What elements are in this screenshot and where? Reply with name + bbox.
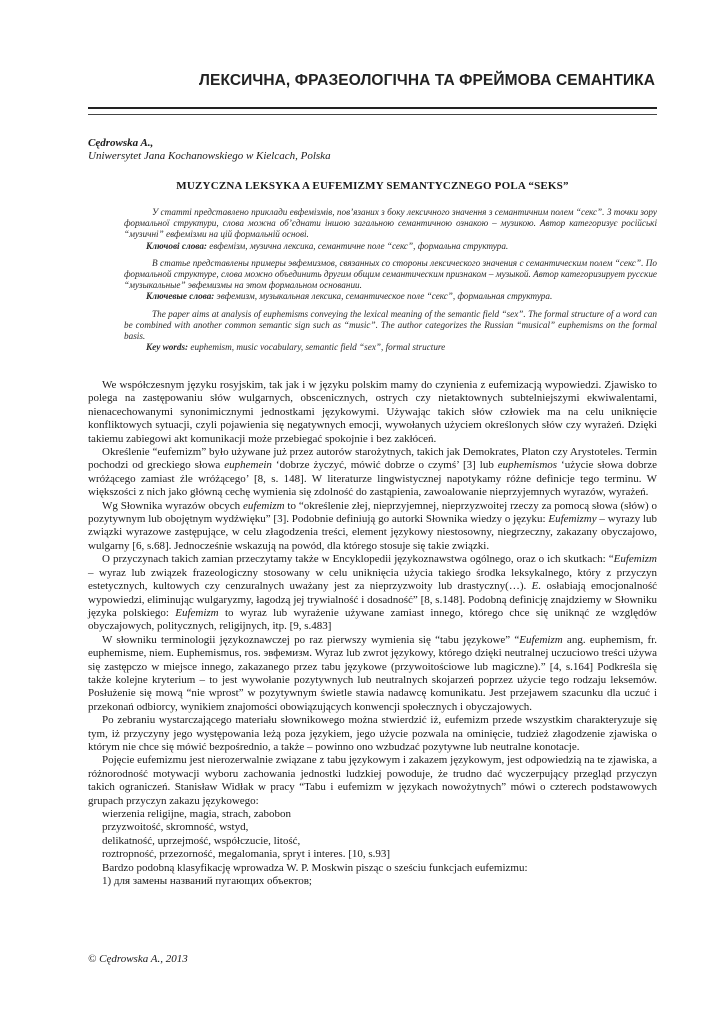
text-run: O przyczynach takich zamian przeczytamy także w Encyklopedii językoznawstwa ogólnego, oraz o ich skutkach: “ bbox=[102, 553, 614, 566]
italic-term: Eufemizm bbox=[613, 553, 657, 566]
paragraph bbox=[88, 446, 657, 500]
keywords-text-en: euphemism, music vocabulary, semantic field “sex”, formal structure bbox=[190, 342, 446, 353]
abstract-ua-text: У статті представлено приклади евфемізмів, пов’язаних з боку лексичного значення з семантичним полем “секс”. З точки зору формальної структури, слова можна об’єднати іншою загальною семантичною ознакою – музикою. Автор категоризує російські “музичні” евфемізми на цій формальній основі. bbox=[124, 207, 657, 240]
paragraph: Po zebraniu wystarczającego materiału słownikowego można stwierdzić iż, eufemizm przede wszystkim charakteryzuje się tym, iż przyczyny jego występowania leżą poza językiem, jego użycie pozwala na ominięcie, tudzież złagodzenie zjawiska o którym nie chce się mówić bezpośrednio, a także – powinno ono wzbudzać pozytywne lub neutralne konotacje. bbox=[88, 714, 657, 753]
abstract-ru-keywords bbox=[124, 291, 657, 302]
author-affiliation: Uniwersytet Jana Kochanowskiego w Kielcach, Polska bbox=[88, 150, 331, 162]
text-run: ang. euphemism, fr. euphemisme, niem. Euphemismus, ros. эвфемизм. Wyraz lub zwrot językowy, którego dzięki neutralnej uczuciowo treści używa się zastępczo w miejsce innego, zakazanego przez tabu językowe (przywoitościowe lub magiczne).” [4, s.164] Podkreśla się także kolejne kryterium – to jest wywołanie pozytywnych lub neutralnych skojarzeń poprzez użycie tego rodzaju leksemów. Posłużenie się mową “nie wprost” w pozytywnym świetle stawia nadawcę komunikatu. Jest przejawem szacunku dla uczuć i przekonań odbiorcy, wynikiem znajomości obowiązujących konwencji społecznych i obyczajowych. bbox=[88, 633, 657, 713]
italic-term: Eufemizm bbox=[175, 606, 219, 619]
body-text bbox=[88, 379, 657, 888]
author-name: Cędrowska A., bbox=[88, 137, 154, 149]
italic-term: Eufemizm bbox=[519, 633, 563, 646]
text-run: – wyraz lub związek frazeologiczny stosowany w celu uniknięcia użycia takiego środka leksykalnego, który z przyczyn estetycznych, kultowych czy cenzuralnych uważany jest za nieprzyzwoity lub drastyczny(…). bbox=[88, 566, 657, 593]
paragraph: We współczesnym języku rosyjskim, tak jak i w języku polskim mamy do czynienia z eufemizacją wypowiedzi. Zjawisko to polega na zastępowaniu słów wulgarnych, obscenicznych, ostrych czy nietaktownych subtelniejszymi ekwiwalentami, nienacechowanymi synonimicznymi jednostkami językowymi. Używając takich słów człowiek ma na celu uniknięcie konfliktowych sytuacji, czyli pojawienia się negatywnych emocji, wywołanych użyciem określonych słów czy wyrażeń. Dzięki takiemu zabiegowi akt komunikacji może przebiegać spokojnie i bez zakłóceń. bbox=[88, 379, 657, 445]
list-item: wierzenia religijne, magia, strach, zabobon bbox=[102, 808, 292, 820]
text-run: Wg Słownika wyrazów obcych bbox=[102, 499, 244, 512]
paragraph bbox=[88, 634, 657, 714]
keywords-text-ua: евфемізм, музична лексика, семантичне поле “секс”, формальна структура. bbox=[209, 240, 509, 251]
paragraph bbox=[88, 553, 657, 633]
header-rule-thick bbox=[88, 107, 657, 109]
italic-term: Eufemizmy bbox=[548, 513, 597, 526]
abstract-ru bbox=[124, 258, 657, 303]
header-rule-thin bbox=[88, 114, 657, 115]
section-title: ЛЕКСИЧНА, ФРАЗЕОЛОГІЧНА ТА ФРЕЙМОВА СЕМАНТИКА bbox=[199, 72, 655, 89]
abstracts bbox=[124, 207, 657, 359]
paragraph bbox=[88, 500, 657, 554]
abstract-ru-text: В статье представлены примеры эвфемизмов, связанных со стороны лексического значения с семантическим полем “секс”. По формальной структуре, слова можно объединить другим общим семантическим признаком – музыкой. Автор категоризирует русские “музыкальные” эвфемизмы на этом формальном основании. bbox=[124, 257, 657, 291]
list-item: przyzwoitość, skromność, wstyd, bbox=[102, 821, 249, 834]
text-run: – wyrazy lub związki wyrazowe zastępujące, w celu złagodzenia treści, element językowy niestosowny, niegrzeczny, zakazany obyczajowo, wulgarny [6, s.68]. Jednocześnie wskazują na powód, dla którego stosuje się takie związki. bbox=[88, 513, 657, 552]
abstract-ua bbox=[124, 207, 657, 252]
text-run: ‘użycie słowa dobrze wróżącego zamiast źle wróżącego’ [8, s. 148]. W literaturze lingwistycznej napotykamy różne definicje tego terminu. W większości z nich jako główną cechę wymienia się zdolność do zastąpienia, zawoalowanie nieprzyjemnych wyrazów, wyrażeń. bbox=[88, 459, 657, 499]
abstract-en bbox=[124, 309, 657, 354]
text-run: osłabiają emocjonalność wypowiedzi, eliminując wulgaryzmy, łagodzą jej trywialność i dosadność” [8, s.148]. Podobną definicję znajdziemy w Słowniku języka polskiego: bbox=[88, 580, 657, 619]
list-item: delikatność, uprzejmość, współczucie, litość, bbox=[102, 834, 301, 847]
abstract-en-keywords bbox=[124, 342, 657, 353]
list-item: roztropność, przezorność, megalomania, spryt i interes. [10, s.93] bbox=[102, 848, 391, 861]
text-run: ‘dobrze życzyć, mówić dobrze o czymś’ [3] lub bbox=[271, 459, 498, 472]
article-title: MUZYCZNA LEKSYKA A EUFEMIZMY SEMANTYCZNEGO POLA “SEKS” bbox=[176, 180, 569, 192]
cause-list bbox=[88, 808, 657, 862]
italic-term: euphemismos bbox=[497, 459, 558, 472]
abstract-en-text: The paper aims at analysis of euphemisms conveying the lexical meaning of the semantic field “sex”. The formal structure of a word can be combined with another common semantic sign such as “music”. The author categorizes the Russian “musical” euphemisms on the formal basis. bbox=[124, 308, 657, 342]
text-run: to wyraz lub wyrażenie używane zamiast innego, którego chce się uniknąć ze względów obyczajowych, politycznych, religijnych, itp. [9, s.483] bbox=[88, 606, 657, 633]
text-run: W słowniku terminologii językoznawczej po raz pierwszy wymienia się “tabu językowe” “ bbox=[102, 633, 520, 646]
keywords-text-ru: эвфемизм, музыкальная лексика, семантическое поле “секс”, формальная структура. bbox=[216, 291, 553, 302]
author-block bbox=[88, 137, 331, 163]
paragraph: Bardzo podobną klasyfikację wprowadza W. P. Moskwin pisząc o sześciu funkcjach eufemizmu: bbox=[102, 861, 528, 874]
keywords-label-ru: Ключевые слова: bbox=[146, 291, 215, 302]
paragraph: 1) для замены названий пугающих объектов; bbox=[102, 875, 312, 888]
keywords-label-en: Key words: bbox=[146, 342, 189, 353]
keywords-label-ua: Ключові слова: bbox=[146, 240, 207, 251]
italic-term: E. bbox=[531, 580, 542, 593]
italic-term: eufemizm bbox=[243, 499, 285, 512]
copyright: © Cędrowska A., 2013 bbox=[88, 953, 188, 965]
text-run: Określenie “eufemizm” było używane już przez autorów starożytnych, takich jak Demokrates, Platon czy Arystoteles. Termin pochodzi od greckiego słowa bbox=[88, 446, 657, 472]
paragraph: Pojęcie eufemizmu jest nierozerwalnie związane z tabu językowym i zakazem językowym, jest odpowiedzią na te zjawiska, a różnorodność motywacji wyboru zachowania jednostki ludzkiej powoduje, że trudno dać wyczerpujący przegląd przyczyn takich ograniczeń. Stanisław Widłak w pracy “Tabu i eufemizm w językach nowożytnych” mówi o czterech podstawowych grupach przyczyn zakazu językowego: bbox=[88, 754, 657, 807]
italic-term: euphemein bbox=[224, 459, 272, 472]
abstract-ua-keywords bbox=[124, 241, 657, 252]
text-run: to “określenie złej, nieprzyjemnej, nieprzyzwoitej rzeczy za pomocą słowa (słów) o pozytywnym lub obojętnym wydźwięku” [3]. Podobnie definiują go autorki Słownika wiedzy o języku: bbox=[88, 499, 657, 526]
